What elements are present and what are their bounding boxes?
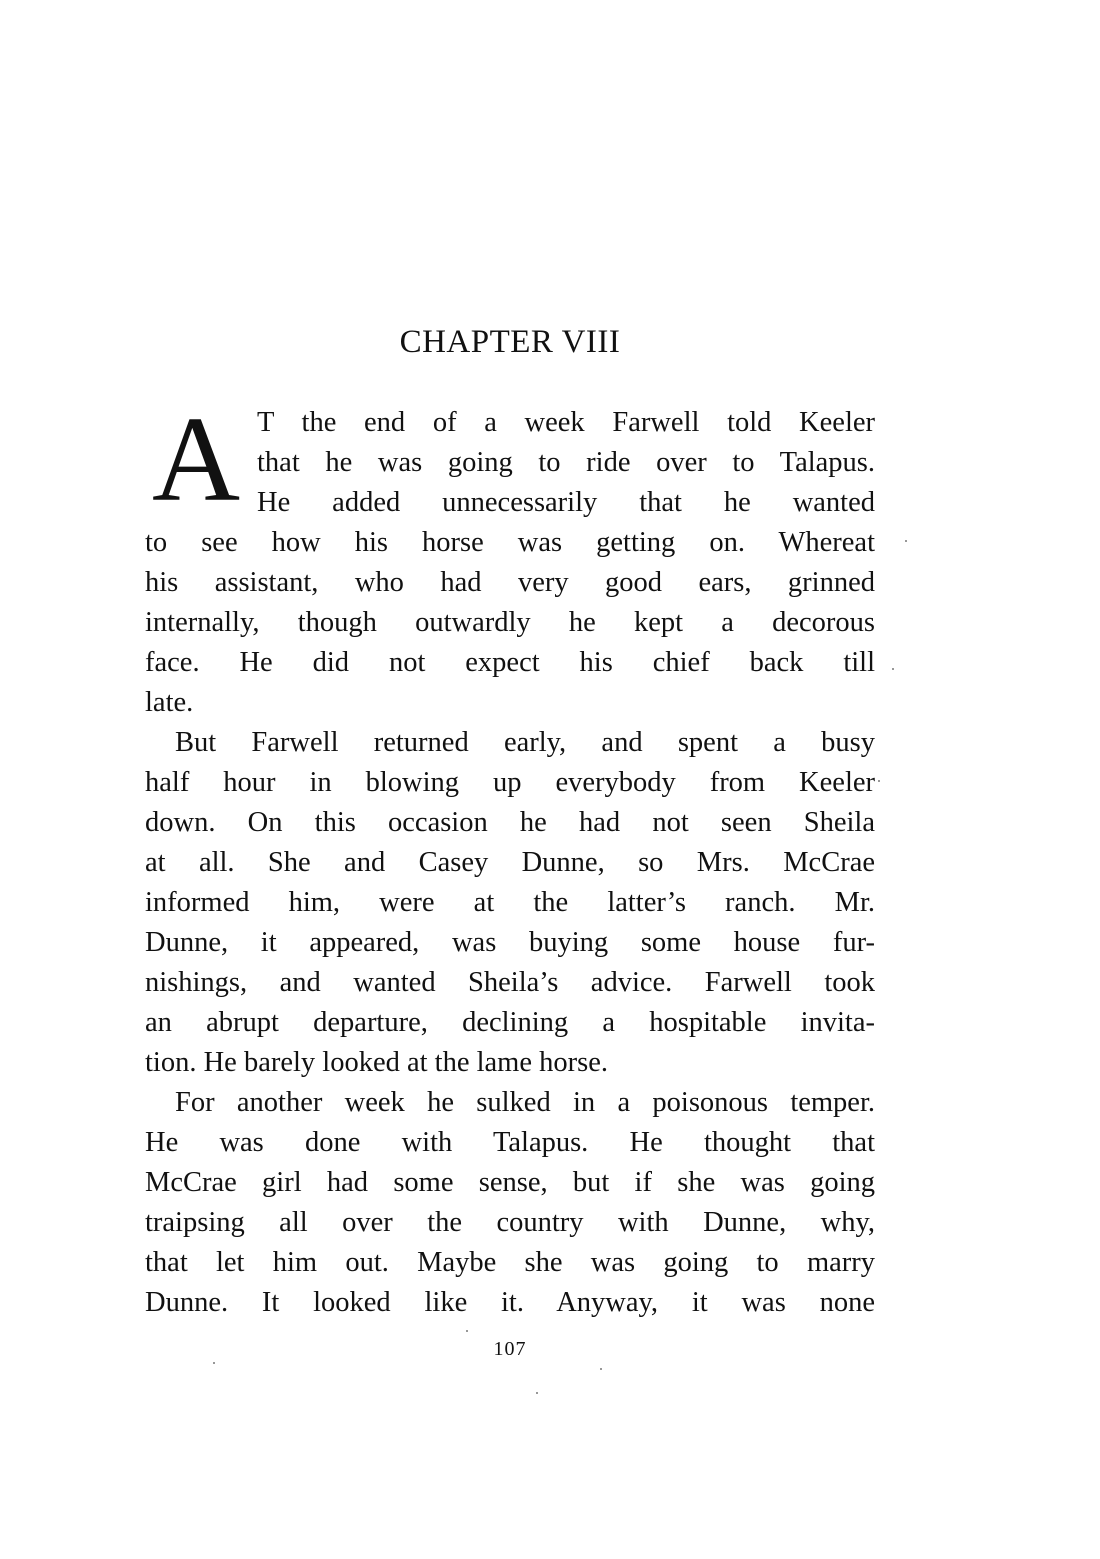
chapter-text xyxy=(145,403,875,1323)
text-line: late. xyxy=(145,687,194,718)
text-line: He added unnecessarily that he wanted xyxy=(257,487,875,518)
scan-speck xyxy=(213,1362,215,1364)
scan-speck xyxy=(536,1392,538,1394)
paragraph-3 xyxy=(145,1083,875,1323)
text-line: He was done with Talapus. He thought that xyxy=(145,1127,875,1158)
chapter-title: CHAPTER VIII xyxy=(399,324,621,360)
text-line: T the end of a week Farwell told Keeler xyxy=(257,407,875,438)
scan-speck xyxy=(600,1368,602,1370)
text-line: an abrupt departure, declining a hospitable invita- xyxy=(145,1007,875,1038)
text-line: nishings, and wanted Sheila’s advice. Farwell took xyxy=(145,967,875,998)
text-line: McCrae girl had some sense, but if she was going xyxy=(145,1167,875,1198)
text-line: traipsing all over the country with Dunne, why, xyxy=(145,1207,875,1238)
paragraph-1 xyxy=(145,403,875,723)
text-line: his assistant, who had very good ears, grinned xyxy=(145,567,875,598)
text-line: Dunne, it appeared, was buying some house fur- xyxy=(145,927,875,958)
page-number: 107 xyxy=(493,1338,527,1360)
text-line: But Farwell returned early, and spent a busy xyxy=(175,727,875,758)
scan-speck xyxy=(878,780,880,782)
text-line: down. On this occasion he had not seen Sheila xyxy=(145,807,875,838)
scan-speck xyxy=(905,540,907,542)
drop-cap-letter xyxy=(145,411,247,503)
text-line: half hour in blowing up everybody from Keeler xyxy=(145,767,875,798)
text-line: tion. He barely looked at the lame horse. xyxy=(145,1047,608,1078)
text-line: at all. She and Casey Dunne, so Mrs. McCrae xyxy=(145,847,875,878)
paragraph-2 xyxy=(145,723,875,1083)
text-line: informed him, were at the latter’s ranch. Mr. xyxy=(145,887,875,918)
svg-text:A: A xyxy=(151,411,241,503)
text-line: internally, though outwardly he kept a decorous xyxy=(145,607,875,638)
text-line: that let him out. Maybe she was going to marry xyxy=(145,1247,875,1278)
scan-speck xyxy=(892,668,894,670)
scan-speck xyxy=(466,1330,468,1332)
text-line: that he was going to ride over to Talapus. xyxy=(257,447,875,478)
text-line: Dunne. It looked like it. Anyway, it was none xyxy=(145,1287,875,1318)
text-line: For another week he sulked in a poisonous temper. xyxy=(175,1087,875,1118)
text-line: to see how his horse was getting on. Whereat xyxy=(145,527,875,558)
text-line: face. He did not expect his chief back till xyxy=(145,647,875,678)
